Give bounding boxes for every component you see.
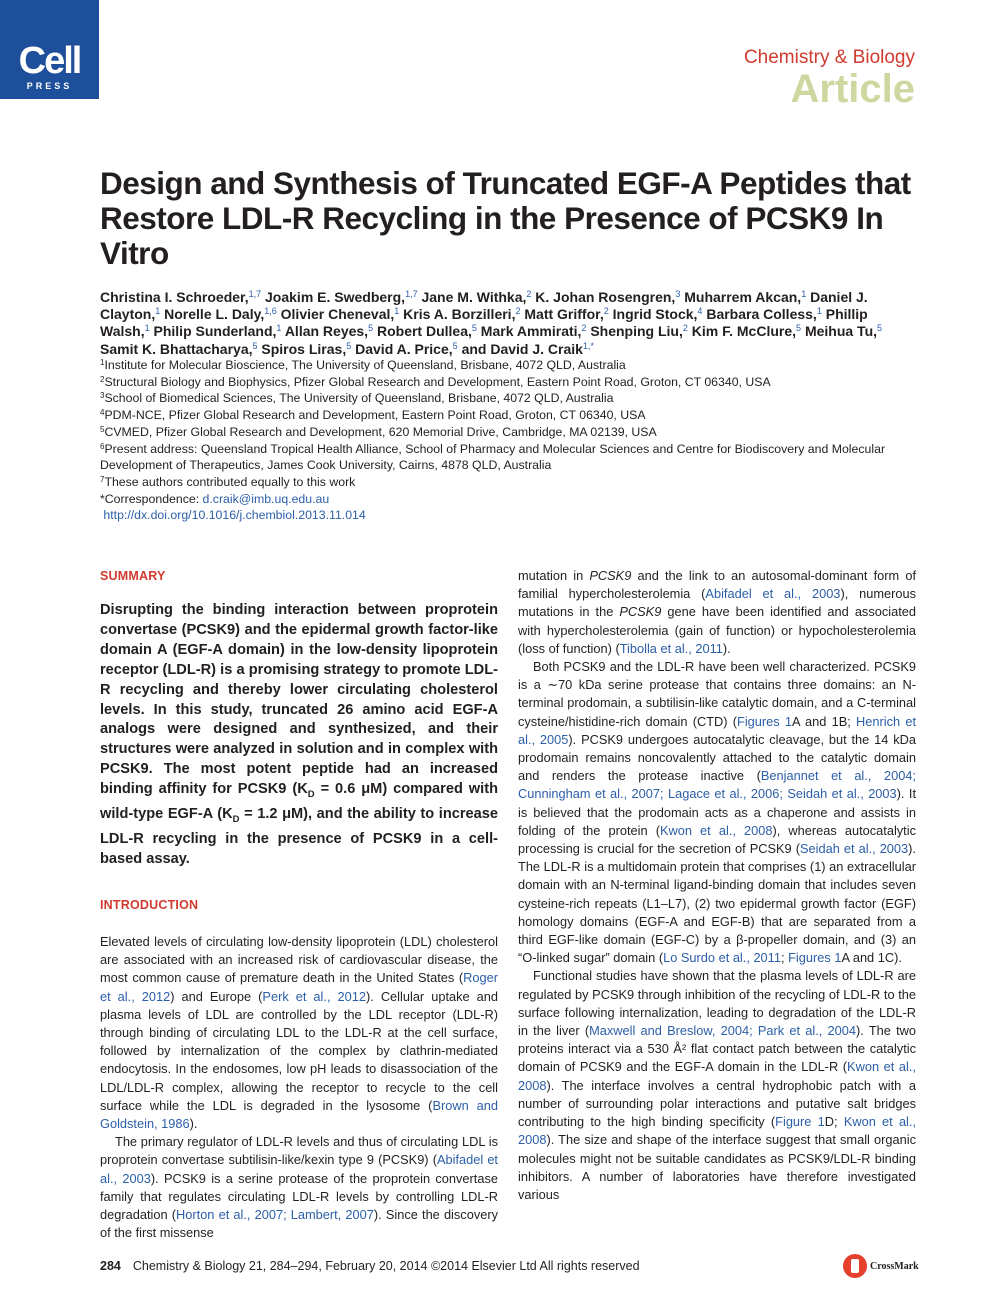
body-text: ) and Europe (: [170, 988, 263, 1004]
author-affiliation-marker[interactable]: 2: [526, 289, 532, 299]
author-affiliation-marker[interactable]: 1: [144, 323, 150, 334]
body-text: The primary regulator of LDL-R levels and thus of circulating LDL is proprotein convertase subtilisin-like/kexin type 9 (PCSK9) (: [100, 1134, 498, 1168]
affiliation-number: 3: [100, 391, 105, 401]
body-text: ), numerous mutations in the: [518, 586, 917, 620]
body-text: ). PCSK9 is a serine protease of the proprotein convertase family that regulates circulating LDL-R levels by controlling LDL-R degradation (: [100, 1170, 498, 1223]
introduction-heading: INTRODUCTION: [100, 898, 199, 912]
author-name: Shenping Liu,: [590, 323, 683, 340]
citation-link[interactable]: Tibolla et al., 2011: [619, 640, 723, 656]
author-affiliation-marker[interactable]: 5: [877, 323, 883, 334]
author-affiliation-marker[interactable]: 1,7: [248, 289, 262, 299]
author-name: Muharrem Akcan,: [684, 289, 802, 305]
author-name: Matt Griffor,: [524, 306, 604, 323]
affiliation-item: [100, 357, 920, 374]
citation-link[interactable]: Kwon et al., 2008: [518, 1114, 917, 1148]
author-name: Kris A. Borzilleri,: [403, 306, 516, 323]
body-text: ). Since the discovery of the first missense: [100, 1207, 498, 1241]
author-name: Kim F. McClure,: [691, 323, 797, 340]
author-affiliation-marker[interactable]: 1: [816, 306, 822, 317]
citation-link[interactable]: Roger et al., 2012: [100, 970, 498, 1004]
affiliation-item: [100, 424, 920, 441]
page-number: 284: [100, 1259, 121, 1273]
author-name: David A. Price,: [355, 340, 453, 357]
left-column-body: [100, 933, 498, 1242]
affiliation-text: PDM-NCE, Pfizer Global Research and Development, Eastern Point Road, Groton, CT 06340, USA: [104, 408, 646, 423]
intro-paragraph-1: [100, 933, 498, 1133]
author-affiliation-marker[interactable]: 1,7: [405, 289, 418, 299]
affiliation-number: 5: [100, 424, 105, 434]
body-text: ). Cellular uptake and plasma levels of LDL are controlled by the LDL receptor (LDL-R) through binding of circulating LDL to the LDL-R at the cell surface, followed by internalization of the complex by clathrin-mediated endocytosis. In the endosomes, low pH leads to disassociation of the LDL/LDL-R complex, allowing the receptor to recycle to the cell surface while the LDL is degraded in the lysosome (: [100, 988, 498, 1113]
affiliation-number: 1: [100, 358, 105, 367]
article-title: Design and Synthesis of Truncated EGF-A Peptides that Restore LDL-R Recycling in the Presence of PCSK9 In Vitro: [100, 165, 911, 271]
correspondence: [100, 491, 920, 508]
author-affiliation-marker[interactable]: 2: [515, 306, 521, 317]
author-name: Barbara Colless,: [706, 306, 817, 323]
citation-link[interactable]: Kwon et al., 2008: [518, 1059, 916, 1093]
intro-paragraph-5: [518, 967, 916, 1204]
author-name: Allan Reyes,: [284, 323, 369, 340]
body-text: gene have been identified and associated with hypercholesterolemia (gain of function) or hypocholesterolemia (loss of function) (: [518, 604, 916, 656]
citation-link[interactable]: Abifadel et al., 2003: [705, 586, 841, 602]
italic-text: PCSK9: [589, 568, 632, 583]
affiliation-item: [100, 441, 920, 474]
body-text: ;: [780, 950, 789, 966]
body-text: ). PCSK9 undergoes autocatalytic cleavage, but the 14 kDa prodomain remains noncovalently attached to the catalytic domain and renders the protease inactive (: [518, 731, 916, 784]
body-text: mutation in: [518, 568, 590, 583]
author-name: Jane M. Withka,: [421, 289, 527, 305]
body-text: ). The LDL-R is a multidomain protein that comprises (1) an extracellular domain with an N-terminal ligand-binding domain that includes seven cysteine-rich repeats (L1–L7), (2) two epidermal growth factor (EGF) homology domains (EGF-A and EGF-B) that are separated from a third EGF-like domain (EGF-C) by a β-propeller domain, and (3) an “O-linked sugar” domain (: [518, 841, 916, 966]
citation-link[interactable]: Benjannet et al., 2004; Cunningham et al., 2007; Lagace et al., 2006; Seidah et al., 2003: [518, 768, 916, 802]
correspondence-label: *Correspondence:: [100, 491, 203, 506]
body-text: ). The interface involves a central hydrophobic patch with a number of surrounding polar interactions and putative salt bridges contributing to the high binding specificity (: [518, 1077, 916, 1130]
italic-text: PCSK9: [619, 604, 662, 620]
affiliation-number: 4: [100, 408, 105, 418]
author-name: Mark Ammirati,: [480, 323, 582, 340]
affiliation-item: [100, 374, 920, 391]
body-text: ).: [722, 640, 731, 656]
author-name: Meihua Tu,: [804, 323, 878, 340]
citation-link[interactable]: Maxwell and Breslow, 2004; Park et al., 2004: [589, 1023, 857, 1039]
author-name: Norelle L. Daly,: [164, 306, 265, 323]
intro-paragraph-2: [100, 1133, 498, 1242]
citation-link[interactable]: Horton et al., 2007; Lambert, 2007: [176, 1207, 374, 1223]
affiliation-text: School of Biomedical Sciences, The University of Queensland, Brisbane, 4072 QLD, Australia: [104, 391, 614, 406]
affiliation-text: CVMED, Pfizer Global Research and Development, 620 Memorial Drive, Cambridge, MA 02139, USA: [104, 424, 657, 439]
author-affiliation-marker[interactable]: 5: [368, 323, 374, 334]
body-text: ). The size and shape of the interface suggest that small organic molecules might not be suitable candidates as PCSK9/LDL-R binding inhibitors. A number of laboratories have therefore investigated various: [518, 1132, 916, 1202]
body-text: ), whereas autocatalytic processing is crucial for the secretion of PCSK9 (: [518, 822, 916, 857]
affiliation-number: 2: [100, 374, 105, 384]
author-name: Daniel J. Clayton,: [100, 289, 868, 323]
citation-link[interactable]: Henrich et al., 2005: [518, 713, 917, 747]
author-name: Spiros Liras,: [261, 340, 347, 357]
citation-link[interactable]: Brown and Goldstein, 1986: [100, 1097, 498, 1132]
affiliation-item: [100, 474, 920, 491]
body-text: ). The two proteins interact via a 530 Å² flat contact patch between the catalytic domain of PCSK9 and the EGF-A domain in the LDL-R (: [518, 1023, 916, 1075]
author-affiliation-marker[interactable]: 5: [452, 340, 458, 351]
author-name: Ingrid Stock,: [612, 306, 698, 323]
citation-link[interactable]: Figures 1: [737, 713, 793, 729]
author-affiliation-marker[interactable]: 1: [801, 289, 807, 299]
doi-line: [100, 507, 920, 524]
affiliation-text: Present address: Queensland Tropical Health Alliance, School of Pharmacy and Molecular Sciences and Centre for Biodiscovery and Molecular Development of Therapeutics, James Cook University, Cairns, 4878 QLD, Australia: [100, 441, 886, 473]
citation-link[interactable]: Perk et al., 2012: [262, 988, 366, 1004]
author-affiliation-marker[interactable]: 5: [346, 340, 352, 351]
author-name: K. Johan Rosengren,: [535, 289, 676, 305]
logo-cell-text: Cell: [18, 40, 81, 82]
right-column-body: [518, 567, 916, 1204]
author-affiliation-marker[interactable]: 5: [252, 340, 258, 351]
author-name: and David J. Craik: [461, 340, 583, 357]
body-text: D;: [824, 1114, 844, 1130]
author-affiliation-marker[interactable]: 2: [581, 323, 587, 334]
affiliation-number: 7: [100, 474, 105, 484]
author-affiliation-marker[interactable]: 1,*: [582, 340, 594, 351]
author-affiliation-marker[interactable]: 3: [675, 289, 681, 299]
journal-name: Chemistry & Biology: [743, 47, 915, 68]
author-affiliation-marker[interactable]: 5: [471, 323, 477, 334]
citation-line: Chemistry & Biology 21, 284–294, February 20, 2014 ©2014 Elsevier Ltd All rights reserved: [132, 1259, 640, 1273]
body-text: A and 1C).: [841, 950, 902, 966]
author-name: Christina I. Schroeder,: [100, 289, 249, 305]
author-name: Olivier Cheneval,: [280, 306, 395, 323]
author-name: Robert Dullea,: [376, 323, 472, 340]
summary-text: [100, 601, 498, 870]
author-affiliation-marker[interactable]: 2: [603, 306, 609, 317]
body-text: ). It is believed that the prodomain acts as a chaperone and assists in folding of the protein (: [518, 786, 917, 838]
author-name: Joakim E. Swedberg,: [265, 289, 406, 305]
affiliation-list: [100, 357, 920, 491]
body-text: Elevated levels of circulating low-density lipoprotein (LDL) cholesterol are associated with an increased risk of cardiovascular disease, the most common cause of premature death in the United States (: [100, 934, 498, 986]
article-type-label: Article: [790, 67, 915, 111]
logo-press-text: PRESS: [26, 81, 73, 91]
author-affiliation-marker[interactable]: 5: [796, 323, 802, 334]
crossmark-icon: [843, 1254, 867, 1278]
affiliation-text: These authors contributed equally to this work: [104, 474, 356, 489]
author-affiliation-marker[interactable]: 1,6: [264, 306, 277, 317]
summary-part-1: Disrupting the binding interaction between proprotein convertase (PCSK9) and the epidermal growth factor-like domain A (EGF-A domain) in the low-density lipoprotein receptor (LDL-R) is a promising strategy to promote LDL-R recycling and thereby lower circulating cholesterol levels. In this study, truncated 26 amino acid EGF-A analogs were designed and synthesized, and their structures were analyzed in solution and in complex with PCSK9. The most potent peptide had an increased binding affinity for PCSK9 (K: [100, 602, 498, 798]
crossmark-badge[interactable]: [843, 1253, 919, 1279]
author-name: Phillip Walsh,: [100, 306, 868, 340]
affiliation-text: Structural Biology and Biophysics, Pfizer Global Research and Development, Eastern Point Road, Groton, CT 06340, USA: [104, 374, 771, 389]
author-affiliation-marker[interactable]: 1: [155, 306, 161, 317]
intro-paragraph-4: [518, 658, 916, 967]
citation-link[interactable]: Lo Surdo et al., 2011: [663, 950, 781, 966]
citation-link[interactable]: Figures 1: [788, 950, 842, 966]
citation-link[interactable]: Abifadel et al., 2003: [100, 1152, 498, 1186]
body-text: Functional studies have shown that the plasma levels of LDL-R are regulated by PCSK9 through inhibition of the recycling of LDL-R to the surface following internalization, leading to degradation of the LDL-R in the liver (: [518, 968, 916, 1039]
affiliation-item: [100, 390, 920, 407]
citation-link[interactable]: Seidah et al., 2003: [799, 841, 909, 857]
affiliations: [100, 357, 920, 524]
affiliation-text: Institute for Molecular Bioscience, The University of Queensland, Brisbane, 4072 QLD, Australia: [104, 358, 626, 372]
body-text: and the link to an autosomal-dominant form of familial hypercholesterolemia (: [518, 568, 917, 602]
author-list: [100, 289, 920, 358]
affiliation-item: [100, 407, 920, 424]
citation-link[interactable]: Kwon et al., 2008: [659, 822, 773, 838]
body-text: ).: [189, 1116, 198, 1132]
author-affiliation-marker[interactable]: 2: [682, 323, 688, 334]
author-affiliation-marker[interactable]: 1: [276, 323, 282, 334]
summary-part-2: = 0.6 μM) compared with wild-type EGF-A (K: [100, 781, 498, 822]
page-footer: [100, 1258, 640, 1274]
summary-part-3: = 1.2 μM), and the ability to increase LDL-R recycling in the presence of PCSK9 in a cell-based assay.: [100, 805, 499, 867]
author-name: Philip Sunderland,: [153, 323, 277, 340]
correspondence-email[interactable]: d.craik@imb.uq.edu.au: [202, 491, 330, 506]
kd-subscript-2: D: [232, 813, 240, 825]
crossmark-label: CrossMark: [870, 1260, 919, 1272]
intro-paragraph-3: [518, 567, 916, 658]
kd-subscript-1: D: [307, 789, 315, 801]
author-affiliation-marker[interactable]: 1: [394, 306, 400, 317]
body-text: Both PCSK9 and the LDL-R have been well characterized. PCSK9 is a ∼70 kDa serine protease that contains three domains: an N-terminal prodomain, a subtilisin-like catalytic domain, and a C-terminal cysteine/histidine-rich domain (CTD) (: [518, 659, 916, 729]
cell-press-logo: [0, 0, 99, 99]
affiliation-number: 6: [100, 441, 105, 451]
author-affiliation-marker[interactable]: 4: [697, 306, 703, 317]
author-name: Samit K. Bhattacharya,: [100, 340, 253, 357]
summary-heading: SUMMARY: [100, 569, 166, 583]
citation-link[interactable]: Figure 1: [775, 1114, 825, 1130]
body-text: A and 1B;: [792, 713, 857, 729]
doi-link[interactable]: http://dx.doi.org/10.1016/j.chembiol.2013.11.014: [103, 508, 366, 523]
